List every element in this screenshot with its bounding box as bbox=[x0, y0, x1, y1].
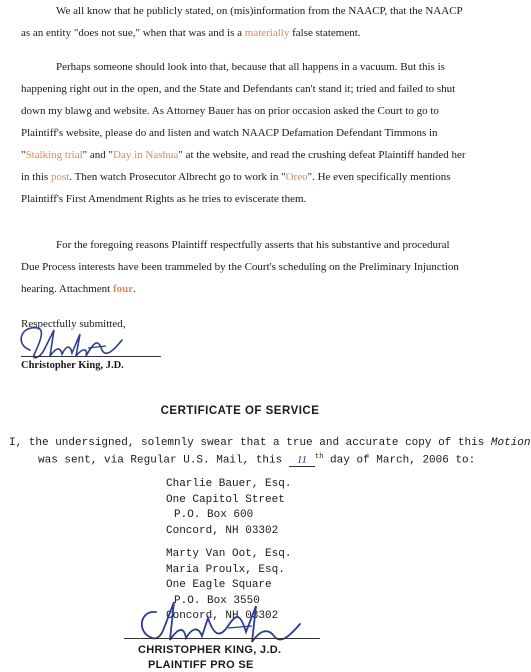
day-suffix: th bbox=[315, 453, 324, 461]
paragraph-2-text-e: ". He even specifically mentions Plaintiff's First Amendment Rights as he tries to eviscerate them. bbox=[21, 171, 451, 205]
oreo-link[interactable]: Oreo bbox=[285, 171, 308, 183]
recipient-2-line-5: Concord, NH 03302 bbox=[166, 610, 279, 622]
body-paragraph-3 bbox=[21, 234, 469, 300]
body-paragraph-1 bbox=[21, 0, 469, 44]
certificate-title: CERTIFICATE OF SERVICE bbox=[160, 405, 320, 417]
paragraph-1-text-a: We all know that he publicly stated, on (mis)information from the NAACP, that the NAACP as an entity "does not sue," when that was and is a bbox=[21, 5, 463, 39]
paragraph-1-text-b: false statement. bbox=[289, 27, 361, 39]
post-link[interactable]: post bbox=[50, 171, 70, 183]
recipient-1-line-2: One Capitol Street bbox=[166, 493, 285, 506]
paragraph-3-text-a: For the foregoing reasons Plaintiff respectfully asserts that his substantive and procedural Due Process interests have been trammeled by the Court's scheduling on the Preliminary Injunction hearing. Attachment bbox=[21, 239, 459, 295]
recipient-1-line-3: P.O. Box 600 bbox=[174, 509, 254, 521]
paragraph-2-text-d: . Then watch Prosecutor Albrecht go to work in " bbox=[69, 171, 286, 183]
recipient-2-line-4: P.O. Box 3550 bbox=[174, 594, 260, 607]
paragraph-2-text-b: " and " bbox=[82, 149, 114, 161]
attachment-four-link[interactable]: four bbox=[112, 283, 134, 295]
day-in-nashua-link[interactable]: Day in Nashua bbox=[113, 149, 179, 161]
motion-italic: Motion bbox=[490, 437, 531, 449]
paragraph-2-text-c: " at the website, and read the crushing defeat Plaintiff handed her in this bbox=[21, 149, 466, 183]
closing-salutation: Respectfully submitted, bbox=[21, 318, 126, 330]
recipient-block-1 bbox=[166, 477, 291, 539]
handwritten-day: 11 bbox=[289, 454, 315, 467]
recipient-2-line-2: Maria Proulx, Esq. bbox=[166, 563, 285, 576]
body-paragraph-2 bbox=[21, 56, 469, 210]
certificate-line-2 bbox=[38, 453, 475, 467]
certificate-line-1-text: I, the undersigned, solemnly swear that a true and accurate copy of this bbox=[9, 437, 491, 449]
recipient-1-line-4: Concord, NH 03302 bbox=[166, 524, 279, 537]
recipient-2-line-1: Marty Van Oot, Esq. bbox=[166, 548, 292, 560]
materially-link[interactable]: materially bbox=[244, 27, 290, 39]
paragraph-3-text-b: . bbox=[133, 283, 136, 295]
certificate-signer-title: PLAINTIFF PRO SE bbox=[148, 659, 254, 671]
certificate-line-2-text-a: was sent, via Regular U.S. Mail, this bbox=[38, 454, 289, 467]
certificate-line-2-text-b: day of March, 2006 to: bbox=[323, 454, 476, 467]
closing-signer-name: Christopher King, J.D. bbox=[21, 360, 124, 371]
certificate-signer-name: CHRISTOPHER KING, J.D. bbox=[138, 644, 282, 656]
stalking-trial-link[interactable]: Stalking trial bbox=[25, 149, 83, 161]
signature-line-1 bbox=[21, 356, 161, 357]
recipient-1-line-1: Charlie Bauer, Esq. bbox=[166, 478, 292, 490]
recipient-2-line-3: One Eagle Square bbox=[166, 579, 272, 591]
signature-line-2 bbox=[124, 638, 320, 639]
paragraph-2-text-a: Perhaps someone should look into that, because that all happens in a vacuum. But this is happening right out in the open, and the State and Defendants can't stand it; tried and failed to shut down my blawg and website. As Attorney Bauer has on prior occasion asked the Court to go to Plaintiff's website, please do and listen and watch NAACP Defamation Defendant Timmons in " bbox=[21, 61, 456, 161]
certificate-line-1 bbox=[9, 437, 531, 449]
